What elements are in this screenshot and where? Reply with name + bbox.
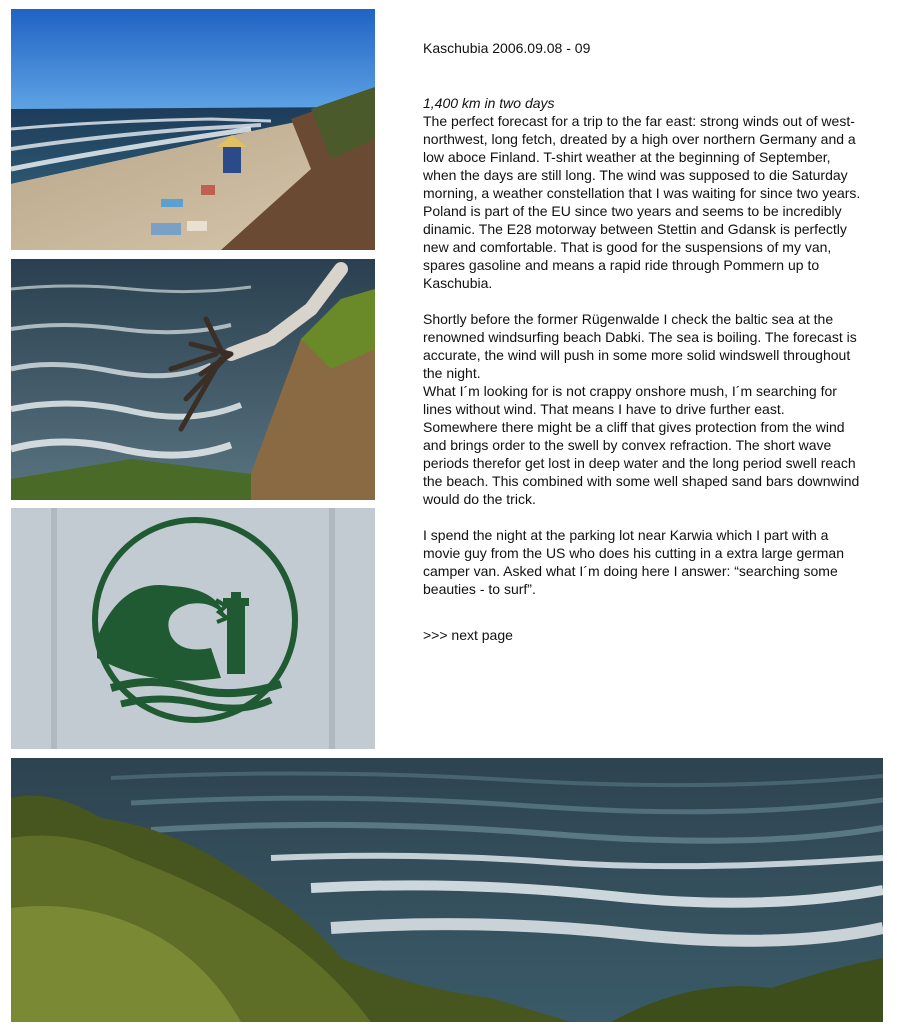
paragraph-dabki: Shortly before the former Rügenwalde I check the baltic sea at the renowned windsurfing beach Dabki. The sea is boiling. The forecast is accurate, the wind will push in some more solid windswell throughout the night. [423, 311, 857, 381]
article-subtitle: 1,400 km in two days [423, 95, 555, 111]
next-page-link[interactable]: >>> next page [423, 627, 513, 643]
paragraph-karwia: I spend the night at the parking lot near Karwia which I part with a movie guy from the US who does his cutting in a extra large german camper van. Asked what I´m doing here I answer: “searching some beauties - to surf”. [423, 527, 844, 597]
article-text-column [423, 38, 863, 644]
paragraph-forecast: The perfect forecast for a trip to the far east: strong winds out of west-northwest, long fetch, dreated by a high over northern Germany and a low aboce Finland. T-shirt weather at the beginning of September, when the days are still long. The wind was supposed to die Saturday morning, a weather constellation that I was waiting for since two years. [423, 113, 861, 201]
paragraph-search: What I´m looking for is not crappy onshore mush, I´m searching for lines without wind. That means I have to drive further east. Somewhere there might be a cliff that gives protection from the wind and brings order to the swell by convex refraction. The short wave periods therefor get lost in deep water and the long period swell reach the beach. This combined with some well shaped sand bars downwind would do the trick. [423, 383, 860, 507]
paragraph-poland: Poland is part of the EU since two years and seems to be incredibly dinamic. The E28 motorway between Stettin and Gdansk is perfectly new and comfortable. That is good for the suspensions of my van, spares gasoline and means a rapid ride through Pommern up to Kaschubia. [423, 203, 847, 291]
article-title: Kaschubia 2006.09.08 - 09 [423, 40, 591, 56]
sea-swell-photo [11, 758, 883, 1022]
beach-photo [11, 9, 375, 250]
fallen-tree-photo [11, 259, 375, 500]
wave-lighthouse-mural-photo [11, 508, 375, 749]
